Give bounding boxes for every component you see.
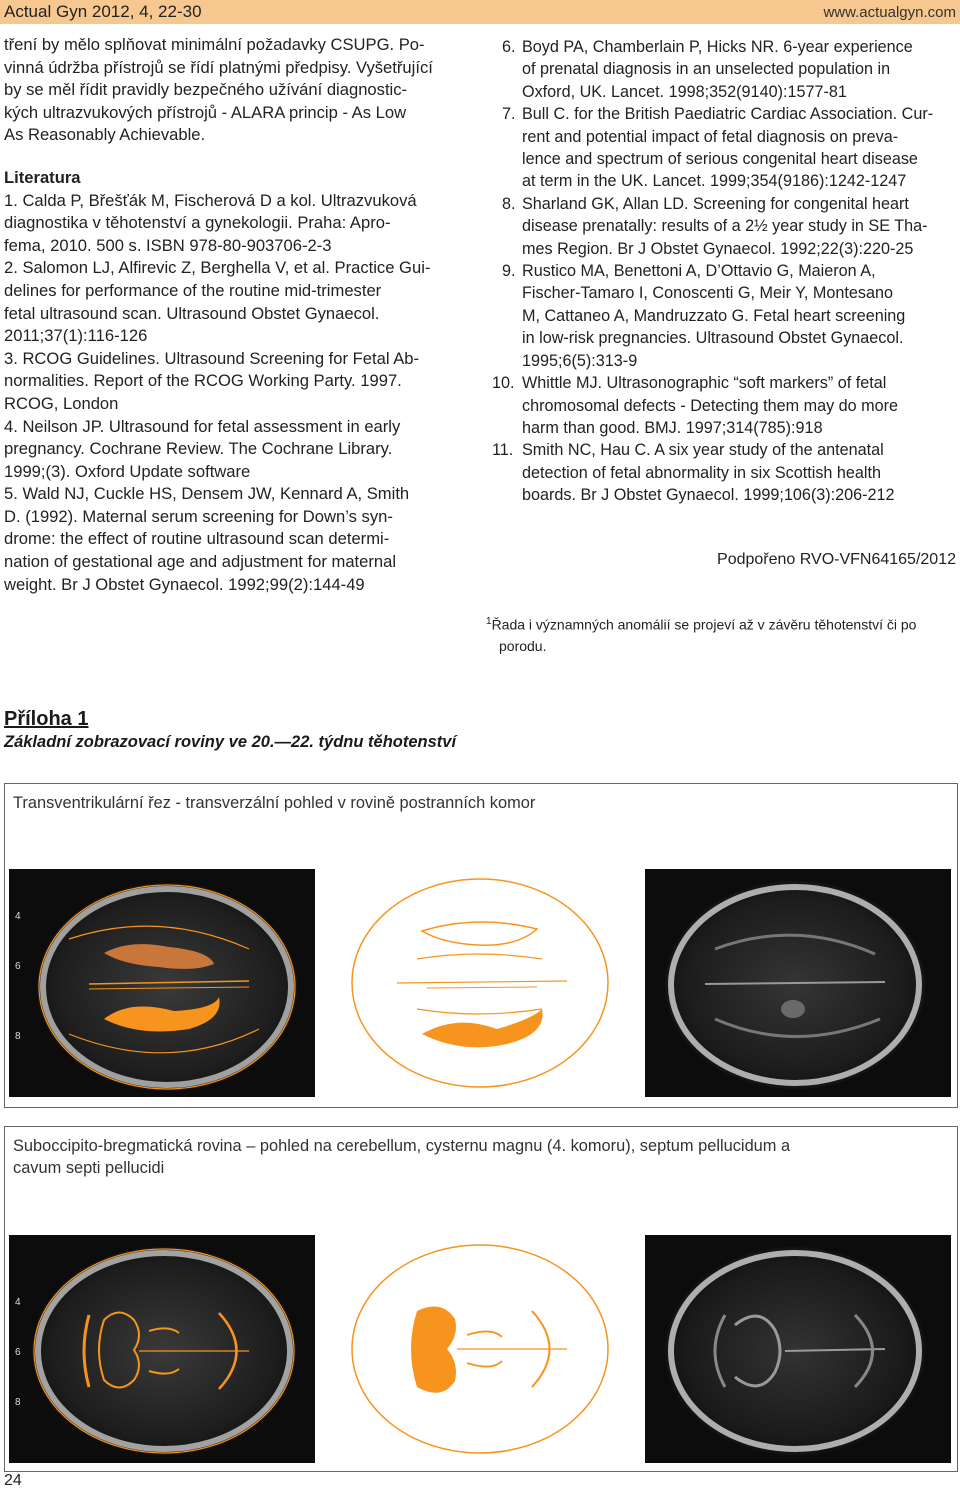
scale-mark: 8 <box>15 1397 21 1408</box>
reference-number: 7. <box>502 105 516 124</box>
reference-line: Sharland GK, Allan LD. Screening for congenital heart <box>522 194 909 213</box>
reference-line: 5. Wald NJ, Cuckle HS, Densem JW, Kennard A, Smith <box>4 484 410 504</box>
reference-line: 1. Calda P, Břešťák M, Fischerová D a kol. Ultrazvuková <box>4 190 417 210</box>
reference-number: 10. <box>492 374 515 393</box>
reference-line: 1995;6(5):313-9 <box>522 351 638 370</box>
reference-number: 8. <box>502 194 516 213</box>
reference-8 <box>502 193 958 260</box>
reference-line: Fischer-Tamaro I, Conoscenti G, Meir Y, Montesano <box>522 284 893 303</box>
footnote-text: Řada i významných anomálií se projeví až v závěru těhotenství či po <box>491 616 917 633</box>
panel-caption: Transventrikulární řez - transverzální pohled v rovině postranních komor <box>13 794 536 812</box>
footnote-mark: 1 <box>486 616 492 627</box>
panel-caption <box>13 1135 943 1179</box>
reference-line: 2. Salomon LJ, Alfirevic Z, Berghella V, et al. Practice Gui- <box>4 258 431 278</box>
reference-line: Bull C. for the British Paediatric Cardiac Association. Cur- <box>522 105 934 124</box>
funding-note: Podpořeno RVO-VFN64165/2012 <box>717 551 956 568</box>
ultrasound-image-annotated <box>9 869 315 1097</box>
reference-11 <box>492 439 958 506</box>
reference-line: disease prenatally: results of a 2½ year study in SE Tha- <box>522 217 928 236</box>
figure-panel-suboccipito-bregmatic <box>4 1126 958 1472</box>
reference-line: pregnancy. Cochrane Review. The Cochrane Library. <box>4 439 393 459</box>
journal-header <box>0 0 960 24</box>
reference-line: 3. RCOG Guidelines. Ultrasound Screening for Fetal Ab- <box>4 348 420 368</box>
schematic-diagram <box>327 869 633 1097</box>
reference-line: rent and potential impact of fetal diagnosis on preva- <box>522 127 899 146</box>
reference-10 <box>492 372 958 439</box>
reference-5 <box>4 483 468 596</box>
footnote-text-cont: porodu. <box>499 637 547 654</box>
reference-line: lence and spectrum of serious congenital heart disease <box>522 150 918 169</box>
reference-line: in low-risk pregnancies. Ultrasound Obstet Gynaecol. <box>522 329 904 348</box>
reference-line: RCOG, London <box>4 393 119 413</box>
journal-url[interactable]: www.actualgyn.com <box>823 4 956 21</box>
reference-line: Boyd PA, Chamberlain P, Hicks NR. 6-year experience <box>522 38 913 56</box>
reference-line: Whittle MJ. Ultrasonographic “soft markers” of fetal <box>522 374 887 393</box>
literature-heading: Literatura <box>4 167 81 187</box>
reference-line: weight. Br J Obstet Gynaecol. 1992;99(2):144-49 <box>4 574 365 594</box>
intro-line: As Reasonably Achievable. <box>4 125 206 145</box>
reference-2 <box>4 257 468 347</box>
reference-line: detection of fetal abnormality in six Scottish health <box>522 463 882 482</box>
figure-panel-transventricular <box>4 783 958 1108</box>
ultrasound-image <box>645 1235 951 1463</box>
reference-line: 1999;(3). Oxford Update software <box>4 461 251 481</box>
reference-line: at term in the UK. Lancet. 1999;354(9186):1242-1247 <box>522 172 907 191</box>
reference-line: fema, 2010. 500 s. ISBN 978-80-903706-2-3 <box>4 235 332 255</box>
reference-line: 2011;37(1):116-126 <box>4 326 148 346</box>
reference-line: nation of gestational age and adjustment for maternal <box>4 552 397 572</box>
schematic-diagram <box>327 1235 633 1463</box>
reference-1 <box>4 190 468 258</box>
panel-caption-line: Suboccipito-bregmatická rovina – pohled na cerebellum, cysternu magnu (4. komoru), septum pellucidum a <box>13 1137 791 1155</box>
reference-line: Rustico MA, Benettoni A, D’Ottavio G, Maieron A, <box>522 262 876 281</box>
reference-line: delines for performance of the routine mid-trimester <box>4 280 382 300</box>
intro-line: by se měl řídit pravidly bezpečného užívání diagnostic- <box>4 80 408 100</box>
reference-line: chromosomal defects - Detecting them may do more <box>522 396 899 415</box>
appendix-subtitle: Základní zobrazovací roviny ve 20.—22. týdnu těhotenství <box>4 733 457 751</box>
appendix-heading <box>4 708 456 752</box>
scale-mark: 6 <box>15 1347 21 1358</box>
page-number: 24 <box>4 1472 22 1489</box>
ultrasound-image <box>645 869 951 1097</box>
reference-number: 11. <box>492 441 514 460</box>
reference-9 <box>502 260 958 372</box>
reference-7 <box>502 103 958 193</box>
reference-line: M, Cattaneo A, Mandruzzato G. Fetal heart screening <box>522 306 906 325</box>
reference-6 <box>502 36 958 103</box>
appendix-title: Příloha 1 <box>4 708 89 730</box>
intro-line: kých ultrazvukových přístrojů - ALARA princip - As Low <box>4 102 407 122</box>
scale-mark: 8 <box>15 1031 21 1042</box>
reference-line: fetal ultrasound scan. Ultrasound Obstet Gynaecol. <box>4 303 380 323</box>
ultrasound-image-annotated <box>9 1235 315 1463</box>
reference-line: normalities. Report of the RCOG Working Party. 1997. <box>4 371 402 391</box>
scale-mark: 4 <box>15 1297 21 1308</box>
panel-caption-line: cavum septi pellucidi <box>13 1159 165 1177</box>
intro-line: vinná údržba přístrojů se řídí platnými předpisy. Vyšetřující <box>4 57 433 77</box>
reference-line: Oxford, UK. Lancet. 1998;352(9140):1577-81 <box>522 82 847 101</box>
left-column <box>4 34 468 596</box>
scale-mark: 4 <box>15 911 21 922</box>
scale-mark: 6 <box>15 961 21 972</box>
journal-citation: Actual Gyn 2012, 4, 22-30 <box>4 2 202 21</box>
reference-line: mes Region. Br J Obstet Gynaecol. 1992;22(3):220-25 <box>522 239 914 258</box>
reference-line: diagnostika v těhotenství a gynekologii. Praha: Apro- <box>4 213 391 233</box>
reference-line: Smith NC, Hau C. A six year study of the antenatal <box>522 441 884 460</box>
right-column <box>492 36 958 507</box>
footnote <box>486 611 956 657</box>
reference-line: 4. Neilson JP. Ultrasound for fetal assessment in early <box>4 416 401 436</box>
reference-number: 9. <box>502 262 516 281</box>
reference-line: boards. Br J Obstet Gynaecol. 1999;106(3):206-212 <box>522 486 895 505</box>
reference-line: D. (1992). Maternal serum screening for Down’s syn- <box>4 506 393 526</box>
intro-line: tření by mělo splňovat minimální požadavky CSUPG. Po- <box>4 35 425 54</box>
reference-line: harm than good. BMJ. 1997;314(785):918 <box>522 418 823 437</box>
reference-4 <box>4 416 468 484</box>
reference-line: drome: the effect of routine ultrasound scan determi- <box>4 529 390 549</box>
reference-number: 6. <box>502 38 516 56</box>
reference-3 <box>4 348 468 416</box>
reference-line: of prenatal diagnosis in an unselected population in <box>522 60 891 79</box>
